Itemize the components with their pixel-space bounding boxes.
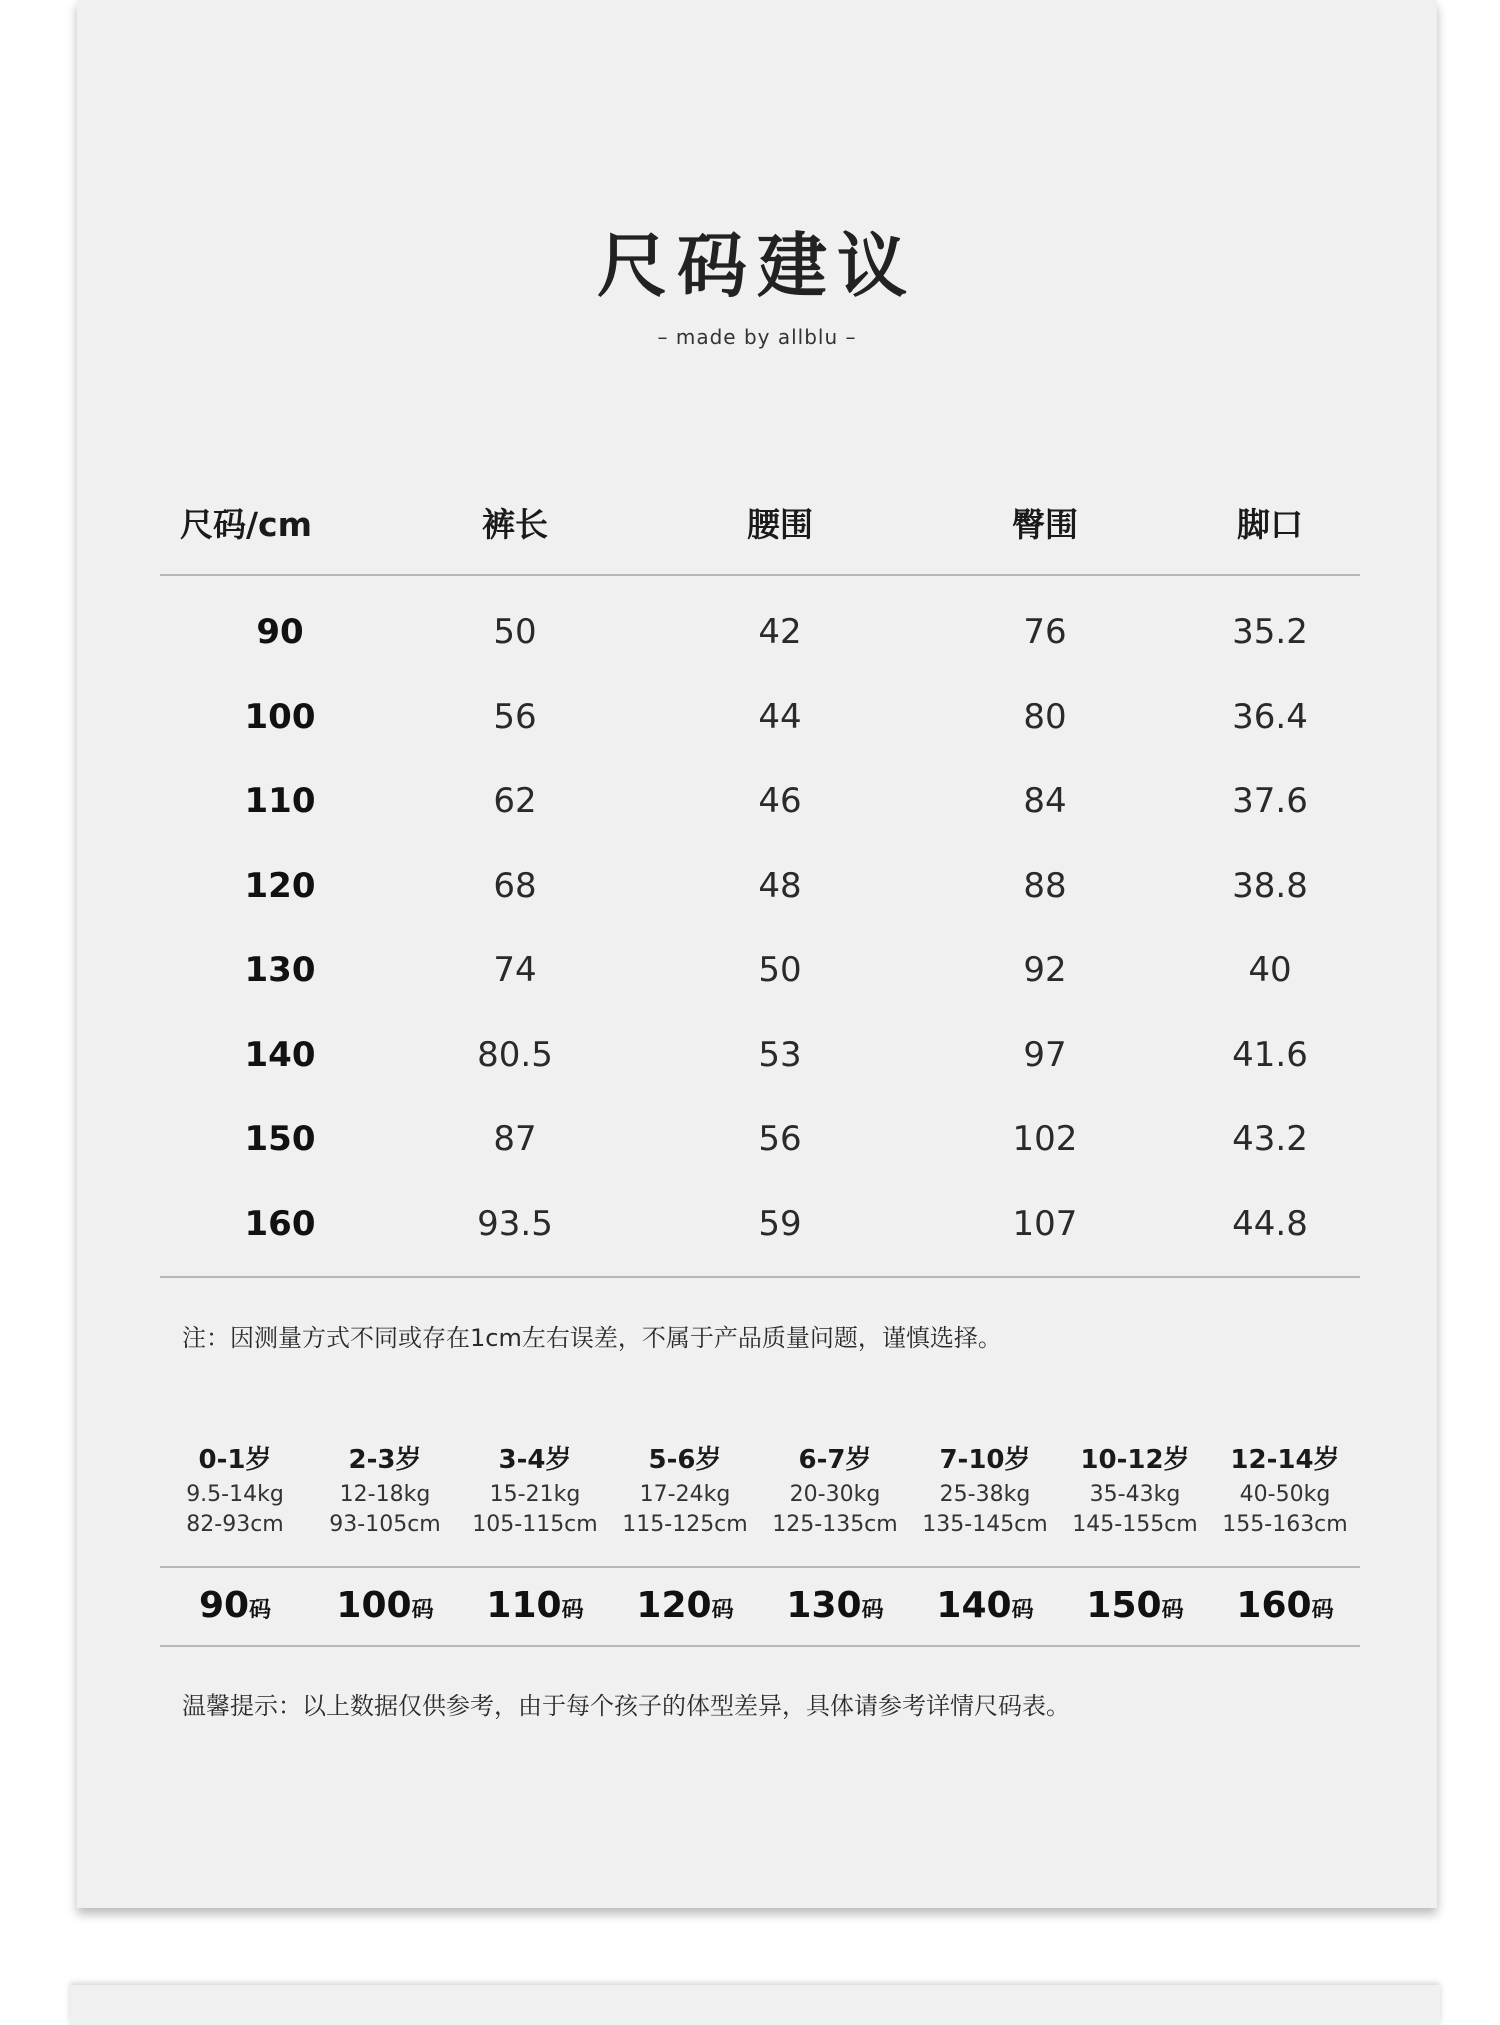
size-column	[160, 1585, 310, 1626]
cell-waist: 53	[758, 1034, 802, 1075]
age-column	[460, 1440, 610, 1540]
cell-length: 50	[493, 612, 537, 652]
age-label: 0-1岁	[198, 1445, 272, 1475]
age-weight: 15-21kg	[489, 1482, 581, 1507]
cell-length: 93.5	[477, 1203, 553, 1244]
table-bottom-divider	[160, 1276, 1360, 1278]
size-unit: 码	[711, 1597, 734, 1623]
cell-leg-opening: 38.8	[1232, 865, 1308, 906]
table-row	[160, 1109, 1360, 1169]
age-label: 2-3岁	[348, 1445, 422, 1475]
size-number: 90	[198, 1584, 250, 1626]
cell-waist: 48	[758, 865, 802, 906]
cell-leg-opening: 37.6	[1232, 781, 1308, 821]
size-unit: 码	[861, 1597, 884, 1623]
cell-hip: 92	[1023, 950, 1067, 990]
cell-leg-opening: 35.2	[1232, 612, 1308, 652]
size-unit: 码	[411, 1597, 434, 1623]
age-weight: 40-50kg	[1239, 1482, 1331, 1507]
size-number: 150	[1086, 1584, 1162, 1626]
age-height: 155-163cm	[1222, 1512, 1348, 1537]
table-row	[160, 687, 1360, 747]
next-card-edge	[70, 1985, 1440, 2025]
age-height: 82-93cm	[186, 1512, 284, 1537]
age-column	[1060, 1440, 1210, 1540]
cell-waist: 50	[758, 950, 802, 990]
size-column	[610, 1585, 760, 1626]
age-label: 12-14岁	[1230, 1445, 1340, 1475]
cell-size: 110	[244, 781, 316, 821]
header-waist: 腰围	[747, 504, 813, 544]
size-unit: 码	[1161, 1597, 1184, 1623]
cell-waist: 59	[758, 1203, 802, 1244]
size-column	[1060, 1585, 1210, 1626]
cell-hip: 76	[1023, 612, 1067, 652]
cell-waist: 56	[758, 1119, 802, 1159]
table-row	[160, 940, 1360, 1000]
cell-hip: 97	[1023, 1034, 1067, 1075]
cell-leg-opening: 40	[1248, 950, 1292, 990]
age-guide	[160, 1440, 1360, 1540]
size-number: 120	[636, 1584, 712, 1626]
age-height: 93-105cm	[329, 1512, 441, 1537]
cell-hip: 80	[1023, 696, 1067, 737]
size-number: 160	[1236, 1584, 1312, 1626]
table-row	[160, 771, 1360, 831]
page-title: 尺码建议	[597, 225, 917, 307]
size-column	[760, 1585, 910, 1626]
size-number: 130	[786, 1584, 862, 1626]
age-column	[910, 1440, 1060, 1540]
age-weight: 9.5-14kg	[186, 1482, 284, 1507]
size-number: 110	[486, 1584, 562, 1626]
age-height: 105-115cm	[472, 1512, 598, 1537]
cell-length: 80.5	[477, 1034, 553, 1075]
cell-size: 130	[244, 950, 316, 990]
table-row	[160, 856, 1360, 916]
age-column	[760, 1440, 910, 1540]
age-weight: 17-24kg	[639, 1482, 731, 1507]
size-column	[910, 1585, 1060, 1626]
header-size: 尺码/cm	[180, 504, 312, 544]
age-label: 10-12岁	[1080, 1445, 1190, 1475]
cell-size: 160	[244, 1203, 316, 1244]
cell-hip: 88	[1023, 865, 1067, 906]
tip-note: 温馨提示：以上数据仅供参考，由于每个孩子的体型差异，具体请参考详情尺码表。	[182, 1692, 1070, 1720]
age-height: 145-155cm	[1072, 1512, 1198, 1537]
size-unit: 码	[1011, 1597, 1034, 1623]
cell-waist: 44	[758, 696, 802, 737]
table-row	[160, 602, 1360, 662]
size-number: 140	[936, 1584, 1012, 1626]
cell-size: 140	[244, 1034, 316, 1075]
age-height: 135-145cm	[922, 1512, 1048, 1537]
cell-size: 120	[244, 865, 316, 906]
cell-leg-opening: 44.8	[1232, 1203, 1308, 1244]
table-row	[160, 1194, 1360, 1254]
size-unit: 码	[561, 1597, 584, 1623]
age-column	[610, 1440, 760, 1540]
age-weight: 25-38kg	[939, 1482, 1031, 1507]
cell-hip: 102	[1012, 1119, 1078, 1159]
header-length: 裤长	[482, 504, 548, 544]
age-column	[310, 1440, 460, 1540]
measurement-note: 注：因测量方式不同或存在1cm左右误差，不属于产品质量问题，谨慎选择。	[182, 1324, 1002, 1352]
cell-length: 56	[493, 696, 537, 737]
age-column	[1210, 1440, 1360, 1540]
table-header	[160, 492, 1360, 552]
age-height: 125-135cm	[772, 1512, 898, 1537]
age-column	[160, 1440, 310, 1540]
page-subtitle: – made by allblu –	[657, 325, 857, 349]
cell-leg-opening: 41.6	[1232, 1034, 1308, 1075]
header-divider	[160, 574, 1360, 576]
cell-size: 90	[256, 612, 304, 652]
age-label: 6-7岁	[798, 1445, 872, 1475]
age-label: 7-10岁	[939, 1445, 1031, 1475]
size-divider	[160, 1645, 1360, 1647]
size-column	[460, 1585, 610, 1626]
cell-length: 87	[493, 1119, 537, 1159]
age-label: 3-4岁	[498, 1445, 572, 1475]
cell-size: 100	[244, 696, 316, 737]
cell-size: 150	[244, 1119, 316, 1159]
cell-length: 74	[493, 950, 537, 990]
age-divider	[160, 1566, 1360, 1568]
size-number: 100	[336, 1584, 412, 1626]
header-hip: 臀围	[1012, 504, 1078, 544]
cell-hip: 84	[1023, 781, 1067, 821]
age-weight: 35-43kg	[1089, 1482, 1181, 1507]
size-column	[310, 1585, 460, 1626]
cell-waist: 42	[758, 612, 802, 652]
age-weight: 20-30kg	[789, 1482, 881, 1507]
header-leg-opening: 脚口	[1237, 504, 1303, 544]
size-unit: 码	[1311, 1597, 1334, 1623]
table-row	[160, 1025, 1360, 1085]
cell-waist: 46	[758, 781, 802, 821]
cell-length: 62	[493, 781, 537, 821]
size-map	[160, 1575, 1360, 1635]
cell-leg-opening: 43.2	[1232, 1119, 1308, 1159]
size-column	[1210, 1585, 1360, 1626]
age-weight: 12-18kg	[339, 1482, 431, 1507]
age-label: 5-6岁	[648, 1445, 722, 1475]
cell-leg-opening: 36.4	[1232, 696, 1308, 737]
size-unit: 码	[249, 1597, 272, 1623]
age-height: 115-125cm	[622, 1512, 748, 1537]
cell-length: 68	[493, 865, 537, 906]
cell-hip: 107	[1012, 1203, 1078, 1244]
